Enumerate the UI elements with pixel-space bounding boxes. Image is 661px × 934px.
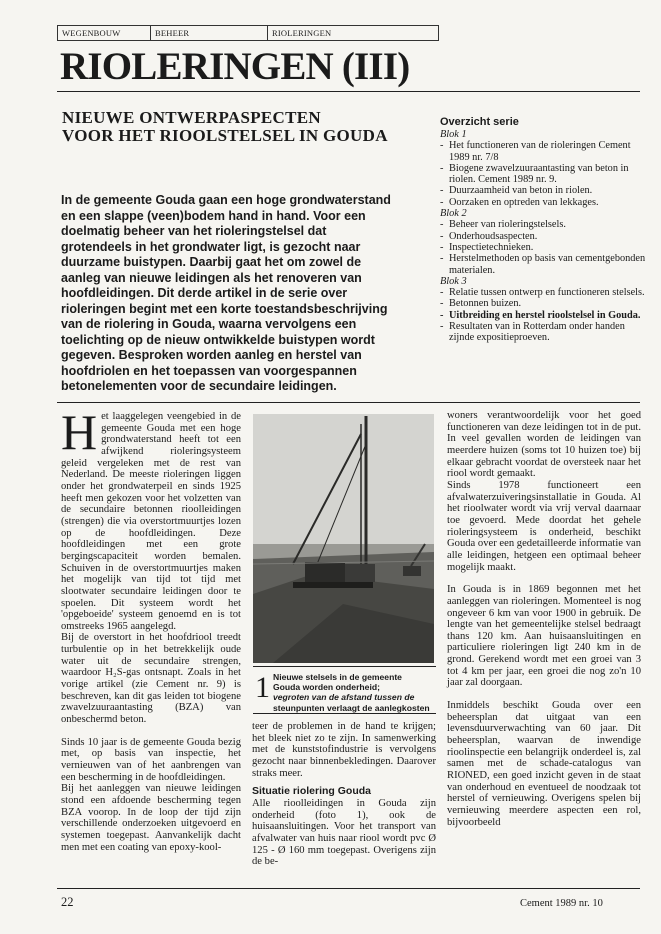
paragraph: Sinds 10 jaar is de gemeente Gouda bezig met, op basis van inspectie, het vernieuwen van of het aanbrengen van een bescherming in de hoofdleidingen. <box>61 736 241 783</box>
issue-label: Cement 1989 nr. 10 <box>520 898 603 909</box>
series-item: - Oorzaken en optreden van lekkages. <box>440 197 648 208</box>
lead-line: hoofdriolen en het toepassen van voorgespannen <box>61 363 357 378</box>
series-item: - Inspectietechnieken. <box>440 242 648 253</box>
series-item: - Biogene zwavelzuuraantasting van beton in riolen. Cement 1989 nr. 9. <box>440 163 648 186</box>
paragraph: In Gouda is in 1869 begonnen met het aanleggen van rioleringen. Momenteel is nog ongeveer 6 km van voor 1900 in gebruik. De lengte van het gemeentelijke stelsel bedraagt thans 120 km. Aan huisaansluitingen en particuliere rioleringen ligt 240 km in de grond. Gerekend wordt met een groei van 3 tot 4 km per jaar, een groei die nog zo'n 10 jaar zal doorgaan. <box>447 584 641 689</box>
tab-beheer: BEHEER <box>151 26 268 40</box>
lead-line: doelmatig beheer van het rioleringstelsel dat <box>61 224 327 238</box>
photo-caption <box>253 666 436 714</box>
paragraph: Bij de overstort in het hoofdriool treedt turbulentie op in het betrekkelijk oude water uit de secundaire strengen, waardoor H₂S-gas ontsnapt. Zoals in het vorige artikel (zie Cement nr. 9) is beschreven, kan dit gas leiden tot biogene zwavelzuuraantasting (BZA) van onbeschermd beton. <box>61 632 241 726</box>
lead-line: grotendeels in het grondwater ligt, is gezocht naar <box>61 239 361 254</box>
tab-rioleringen: RIOLERINGEN <box>272 28 332 38</box>
body-column-1 <box>61 404 241 853</box>
blok-label: Blok 3 <box>440 275 467 287</box>
series-item: - Herstelmethoden op basis van cementgebonden materialen. <box>440 253 648 276</box>
paragraph-text: et laaggelegen veengebied in de gemeente Gouda met een hoge grondwaterstand heeft tot een afwijkend rioleringsysteem geleid vergeleken met de rest van Nederland. De meeste rioleringen liggen onder het grondwaterpeil en sinds 1925 heeft men gekozen voor het volzetten van de secundaire betonnen rioolleidingen (strengen) die via overstortmuurtjes lozen op de hoofdleidingen. Deze hoofdleidingen met een grote bergingscapaciteit worden bemalen. Schuiven in de overstortmuurtjes maken het mogelijk van tijd tot tijd met slootwater secundaire leidingen door te spoelen. Dit systeem wordt het 'opgeboeide' systeem genoemd en is tot omstreeks 1965 aangelegd. <box>61 411 241 632</box>
paragraph: woners verantwoordelijk voor het goed functioneren van deze leidingen tot in de put. In veel gevallen worden de leidingen van meerdere huizen (soms tot 10 huizen toe) bij elkaar gebracht voordat de oversteek naar het riool wordt gemaakt. <box>447 410 641 480</box>
caption-line: Nieuwe stelsels in de gemeente <box>273 672 402 682</box>
subtitle-line: VOOR HET RIOOLSTELSEL IN GOUDA <box>62 126 388 145</box>
pile-driver-image <box>253 414 434 663</box>
section-heading: Situatie riolering Gouda <box>252 785 372 798</box>
paragraph: teer de problemen in de hand te krijgen; het bleek niet zo te zijn. In samenwerking met de kunststofindustrie is vervolgens gezocht naar binnenbekledingen. Daarover straks meer. <box>252 721 436 779</box>
paragraph: Bij het aanleggen van nieuwe leidingen stond een afdoende bescherming tegen BZA voorop. In de loop der tijd zijn verschillende onderzoeken uitgevoerd en systemen toegepast. Aanvankelijk dacht men met een coating van epoxy-kool- <box>61 783 241 853</box>
paragraph: Sinds 1978 functioneert een afvalwaterzuiveringsinstallatie in Gouda. Al het rioolwater wordt via vrij verval daarnaar toe gevoerd. Mede doordat het gehele rioleringsysteem is onderheid, beschikt Gouda over een gedetailleerde informatie van alle leidingen, hetgeen een optimaal beheer mogelijk maakt. <box>447 479 641 573</box>
caption-line: steunpunten verlaagt de aanlegkosten <box>273 702 430 713</box>
body-rule <box>57 402 640 403</box>
lead-line: hoofdleidingen. Dit derde artikel in de serie over <box>61 286 348 300</box>
caption-line: vegroten van de afstand tussen de <box>273 692 415 703</box>
series-item: - Betonnen buizen. <box>440 298 648 309</box>
subtitle-line: NIEUWE ONTWERPASPECTEN <box>62 108 321 127</box>
lead-line: aanleg van nieuwe leidingen als het renoveren van <box>61 270 362 285</box>
body-column-3 <box>447 410 641 828</box>
lead-line: van de riolering in Gouda, waarna vervolgens een <box>61 317 357 331</box>
lead-line: In de gemeente Gouda gaan een hoge grondwaterstand <box>61 193 391 207</box>
lead-line: rioleringen begint met een korte toestandsbeschrijving <box>61 301 388 316</box>
caption-line: Gouda worden onderheid; <box>273 682 380 693</box>
caption-text <box>273 672 435 713</box>
series-overview-box <box>440 116 648 344</box>
blok-label: Blok 2 <box>440 208 467 220</box>
lead-line: betonelementen voor de secundaire leidingen. <box>61 379 337 393</box>
footer-rule <box>57 888 640 889</box>
lead-line: duurzame buistypen. Daarbij gaat het om zowel de <box>61 255 362 269</box>
series-overview-heading: Overzicht serie <box>440 116 519 128</box>
blok-label: Blok 1 <box>440 129 467 140</box>
caption-number: 1 <box>255 671 270 704</box>
section-tabs <box>57 25 439 41</box>
paragraph: Alle rioolleidingen in Gouda zijn onderheid (foto 1), ook de huisaansluitingen. Voor het transport van afvalwater van huis naar riool wordt pvc Ø 125 - Ø 160 mm toegepast. Overigens zijn de be- <box>252 797 436 868</box>
title-rule <box>57 91 640 92</box>
series-item-current: - Uitbreiding en herstel rioolstelsel in Gouda. <box>440 310 648 321</box>
paragraph: Inmiddels beschikt Gouda over een beheersplan dat uitgaat van een levensduurverwachting van 60 jaar. Dit beheersplan, waarvan de inwendige rioolinspectie een belangrijk onderdeel is, zal samen met de schade-catalogus van RIONED, een goed inzicht geven in de staat van onderhoud en eventueel de noodzaak tot herstel of vernieuwing. Overigens spelen bij vernieuwing meerdere aspecten een rol, bijvoorbeeld <box>447 700 641 828</box>
page-title: RIOLERINGEN (III) <box>60 45 410 88</box>
page-number: 22 <box>61 895 74 909</box>
lead-paragraph <box>61 193 441 395</box>
subtitle <box>62 109 422 145</box>
tab-wegenbouw: WEGENBOUW <box>58 26 151 40</box>
series-item: - Duurzaamheid van beton in riolen. <box>440 185 648 196</box>
series-item: - Beheer van rioleringstelsels. <box>440 219 648 230</box>
lead-line: gegeven. Besproken worden aanleg en herstel van <box>61 348 362 362</box>
body-column-2 <box>252 721 436 868</box>
series-item: - Het functioneren van de rioleringen Cement 1989 nr. 7/8 <box>440 140 648 163</box>
lead-line: en een slappe (veen)bodem hand in hand. Voor een <box>61 208 366 223</box>
drop-cap: H <box>61 404 98 460</box>
series-item: - Onderhoudsaspecten. <box>440 231 648 242</box>
series-item: - Relatie tussen ontwerp en functioneren stelsels. <box>440 287 648 298</box>
series-item: - Resultaten van in Rotterdam onder handen zijnde expositieproeven. <box>440 321 648 344</box>
construction-photo <box>253 414 434 663</box>
lead-line: toelichting op de nieuw ontwikkelde buistypen wordt <box>61 332 375 347</box>
paragraph <box>61 404 241 632</box>
